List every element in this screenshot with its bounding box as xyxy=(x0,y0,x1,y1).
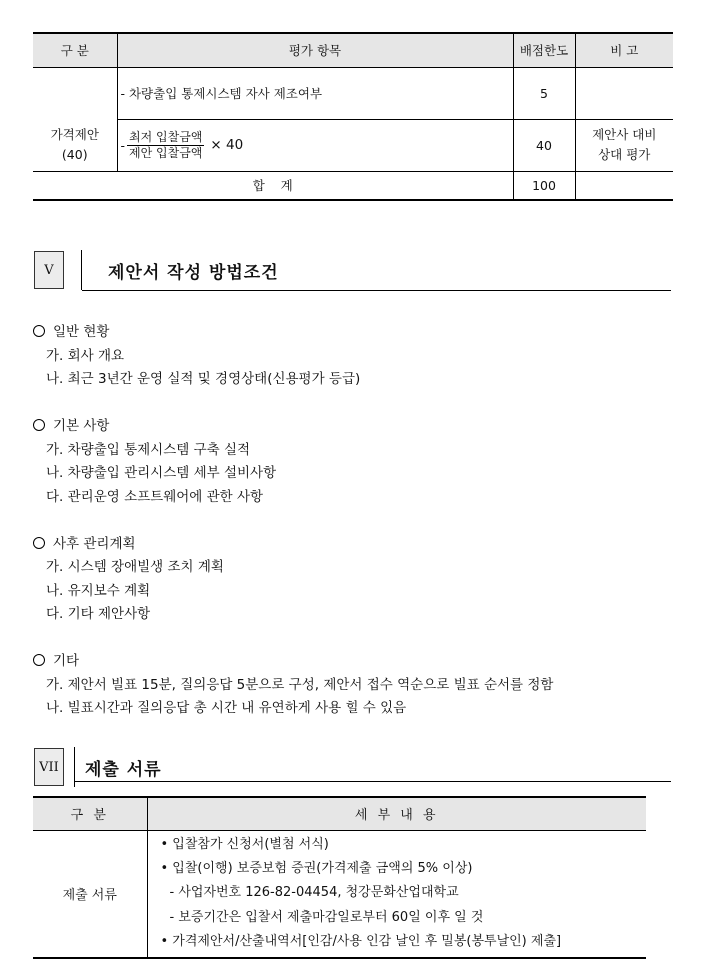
section-7-number: VII xyxy=(34,748,64,786)
document-list xyxy=(148,831,647,958)
category-price-points: (40) xyxy=(61,146,88,162)
note-price-line1: 제안사 대비 xyxy=(592,127,657,142)
price-formula xyxy=(121,130,244,161)
list-item: 가. 회사 개요 xyxy=(46,347,125,364)
list-item: - 사업자번호 126-82-04454, 청강문화산업대학교 xyxy=(169,885,459,901)
list-item: 가. 차량출입 통제시스템 구축 실적 xyxy=(46,441,251,458)
header-category: 구 분 xyxy=(33,33,117,67)
header-item: 평가 항목 xyxy=(117,33,513,67)
table-row xyxy=(33,119,673,171)
list-item: 나. 최근 3년간 운영 실적 및 경영상태(신용평가 등급) xyxy=(46,371,361,387)
formula-denominator: 제안 입찰금액 xyxy=(129,145,203,160)
header-details: 세 부 내 용 xyxy=(147,797,646,830)
group-other-title: 기타 xyxy=(33,650,683,674)
table-row xyxy=(33,67,673,119)
formula-fraction xyxy=(127,130,204,161)
evaluation-table-header xyxy=(33,33,673,67)
group-basic-title: 기본 사항 xyxy=(33,415,683,439)
note-empty xyxy=(575,67,673,119)
category-cell-empty xyxy=(33,67,117,119)
group-aftercare-title: 사후 관리계획 xyxy=(33,533,683,557)
section-7-underline xyxy=(75,781,671,782)
category-price xyxy=(33,119,117,171)
note-price-line2: 상대 평가 xyxy=(598,147,651,162)
note-price xyxy=(575,119,673,171)
submission-category: 제출 서류 xyxy=(33,830,147,958)
list-item: 다. 관리운영 소프트웨어에 관한 사항 xyxy=(46,488,264,505)
list-item: 다. 기타 제안사항 xyxy=(46,606,151,622)
formula-numerator: 최저 입찰금액 xyxy=(129,129,203,144)
item-manufacture: - 차량출입 통제시스템 자사 제조여부 xyxy=(117,67,513,119)
submission-table xyxy=(33,796,646,959)
circle-bullet-icon xyxy=(33,654,45,666)
list-item: 가. 시스템 장애빌생 조치 계획 xyxy=(46,559,224,575)
group-general-title: 일반 현황 xyxy=(33,321,683,345)
list-item: 나. 빌표시간과 질의응답 총 시간 내 유연하게 사용 힐 수 있음 xyxy=(46,700,407,716)
section-5-header xyxy=(34,250,279,290)
section-7-title: 제출 서류 xyxy=(85,759,162,780)
circle-bullet-icon xyxy=(33,537,45,549)
score-price: 40 xyxy=(513,119,575,171)
section-5-title: 제안서 작성 방법조건 xyxy=(108,262,279,283)
circle-bullet-icon xyxy=(33,325,45,337)
section-5-list xyxy=(33,321,683,721)
score-manufacture: 5 xyxy=(513,67,575,119)
header-note: 비 고 xyxy=(575,33,673,67)
list-item: • 입찰참가 신청서(별첨 서식) xyxy=(160,836,329,852)
list-item: 가. 제안서 빌표 15분, 질의응답 5분으로 구성, 제안서 접수 역순으로 빌표 순서를 정함 xyxy=(46,676,554,693)
section-5-divider xyxy=(81,250,82,290)
item-price-formula xyxy=(117,119,513,171)
list-item: • 가격제안서/산출내역서[인감/사용 인감 날인 후 밀봉(봉투날인) 제출] xyxy=(160,934,562,950)
submission-table-header xyxy=(33,797,646,830)
header-score-limit: 배점한도 xyxy=(513,33,575,67)
formula-prefix: - xyxy=(120,137,126,153)
category-price-label: 가격제안 xyxy=(50,126,99,142)
total-note-empty xyxy=(575,171,673,200)
evaluation-table xyxy=(33,32,673,201)
circle-bullet-icon xyxy=(33,419,45,431)
formula-multiplier: × 40 xyxy=(210,137,244,153)
section-5-number: V xyxy=(34,251,64,289)
list-item: 나. 차량출입 관리시스템 세부 설비사항 xyxy=(46,465,277,481)
header-category: 구 분 xyxy=(33,797,147,830)
list-item: - 보증기간은 입찰서 제출마감일로부터 60일 이후 일 것 xyxy=(169,909,484,925)
list-item: 나. 유지보수 계획 xyxy=(46,582,151,599)
section-5-underline xyxy=(82,290,671,291)
total-score: 100 xyxy=(513,171,575,200)
table-row xyxy=(33,830,646,958)
total-row xyxy=(33,171,673,200)
total-label: 합 계 xyxy=(33,171,513,200)
list-item: • 입찰(이행) 보증보험 증권(가격제출 금액의 5% 이상) xyxy=(160,860,473,876)
submission-details xyxy=(147,830,646,958)
